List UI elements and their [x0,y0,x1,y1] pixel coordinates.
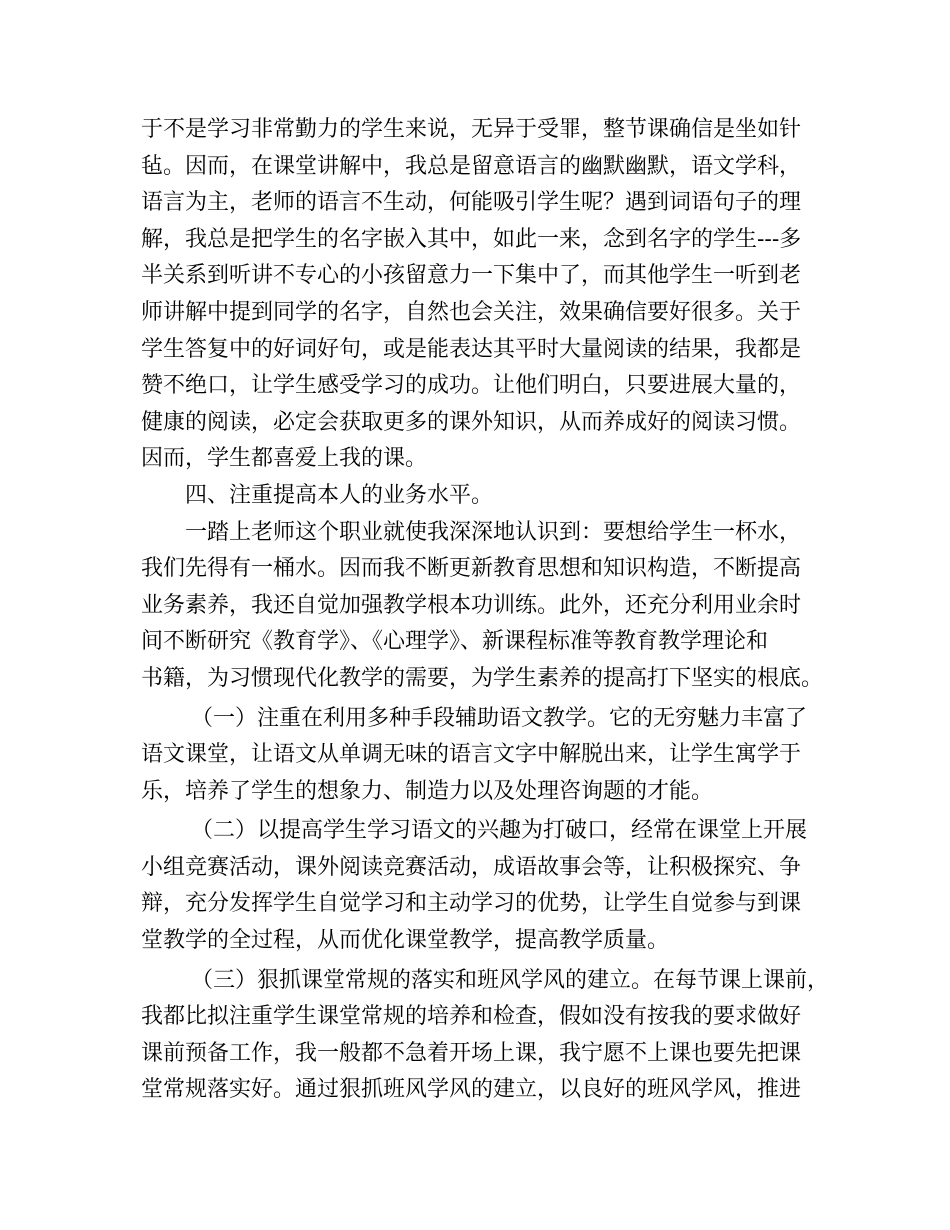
text-line: （二）以提高学生学习语文的兴趣为打破口，经常在课堂上开展 [191,818,808,844]
document-body [141,112,831,1109]
text-line: 小组竞赛活动，课外阅读竞赛活动，成语故事会等，让积极探究、争 [141,854,802,880]
paragraph [141,701,831,811]
text-line: 书籍，为习惯现代化教学的需要，为学生素养的提高打下坚实的根底。 [141,665,824,691]
text-line: 我们先得有一桶水。因而我不断更新教育思想和知识构造，不断提高 [141,556,802,582]
text-line: 堂常规落实好。通过狠抓班风学风的建立，以良好的班风学风，推进 [141,1077,802,1103]
paragraph [141,112,831,478]
text-line: 课前预备工作，我一般都不急着开场上课，我宁愿不上课也要先把课 [141,1040,802,1066]
text-line: 我都比拟注重学生课堂常规的培养和检查，假如没有按我的要求做好 [141,1004,802,1030]
text-line: 于不是学习非常勤力的学生来说，无异于受罪，整节课确信是坐如针 [141,117,802,142]
text-line: 语文课堂，让语文从单调无味的语言文字中解脱出来，让学生寓学于 [141,742,802,768]
section-heading [141,478,831,515]
text-line: 堂教学的全过程，从而优化课堂教学，提高教学质量。 [141,928,670,954]
text-line: （一）注重在利用多种手段辅助语文教学。它的无穷魅力丰富了 [191,705,808,731]
text-line: （三）狠抓课堂常规的落实和班风学风的建立。在每节课上课前， [191,967,830,993]
text-line: 语言为主，老师的语言不生动，何能吸引学生呢？遇到词语句子的理 [141,190,802,216]
section-heading-text: 四、注重提高本人的业务水平。 [185,482,494,508]
text-line: 半关系到听讲不专心的小孩留意力一下集中了，而其他学生一听到老 [141,263,802,289]
text-line: 师讲解中提到同学的名字，自然也会关注，效果确信要好很多。关于 [141,299,802,325]
text-line: 业务素养，我还自觉加强教学根本功训练。此外，还充分利用业余时 [141,592,802,618]
text-line: 辩，充分发挥学生自觉学习和主动学习的优势，让学生自觉参与到课 [141,891,802,917]
text-line: 毡。因而，在课堂讲解中，我总是留意语言的幽默幽默，语文学科， [141,153,802,179]
text-line: 赞不绝口，让学生感受学习的成功。让他们明白，只要进展大量的， [141,373,802,399]
text-line: 解，我总是把学生的名字嵌入其中，如此一来，念到名字的学生---多 [141,226,802,252]
paragraph [141,963,831,1109]
text-line: 间不断研究《教育学》、《心理学》、新课程标准等教育教学理论和 [141,629,769,655]
text-line: 学生答复中的好词好句，或是能表达其平时大量阅读的结果，我都是 [141,336,802,362]
paragraph [141,515,831,698]
text-line: 乐，培养了学生的想象力、制造力以及处理咨询题的才能。 [141,778,714,804]
text-line: 因而，学生都喜爱上我的课。 [141,446,428,472]
text-line: 健康的阅读，必定会获取更多的课外知识，从而养成好的阅读习惯。 [141,409,802,435]
paragraph [141,813,831,959]
text-line: 一踏上老师这个职业就使我深深地认识到：要想给学生一杯水， [185,519,802,545]
